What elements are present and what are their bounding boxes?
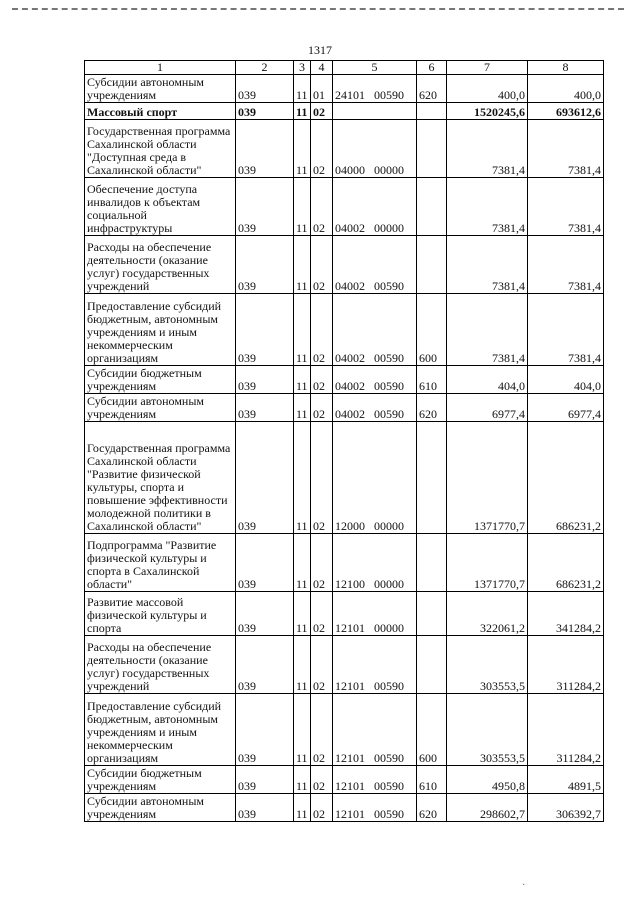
row-csr-cell: 12101 00000 — [333, 592, 417, 636]
row-rz-cell: 11 — [294, 178, 311, 236]
header-cell: 3 — [294, 61, 311, 75]
row-ved-cell: 039 — [236, 794, 294, 822]
row-vr-cell: 600 — [417, 694, 447, 766]
row-value-2024-cell: 303553,5 — [447, 694, 528, 766]
row-value-2024-cell: 7381,4 — [447, 236, 528, 294]
row-value-2025-cell: 404,0 — [528, 366, 604, 394]
row-csr-cell: 12000 00000 — [333, 422, 417, 534]
row-ved-cell: 039 — [236, 236, 294, 294]
row-value-2024-cell: 400,0 — [447, 75, 528, 103]
row-value-2024-cell: 404,0 — [447, 366, 528, 394]
table-row — [85, 75, 604, 103]
row-value-2025-cell: 7381,4 — [528, 236, 604, 294]
row-ved-cell: 039 — [236, 694, 294, 766]
row-name-cell: Субсидии бюджетным учреждениям — [85, 766, 236, 794]
table-row — [85, 636, 604, 694]
row-name-cell: Предоставление субсидий бюджетным, автономным учреждениям и иным некоммерческим организациям — [85, 294, 236, 366]
scan-top-edge — [12, 8, 624, 10]
row-ved-cell: 039 — [236, 366, 294, 394]
row-rz-cell: 11 — [294, 636, 311, 694]
row-vr-cell: 620 — [417, 794, 447, 822]
row-vr-cell: 610 — [417, 766, 447, 794]
row-ved-cell: 039 — [236, 178, 294, 236]
row-rz-cell: 11 — [294, 422, 311, 534]
row-pr-cell: 02 — [311, 636, 333, 694]
row-ved-cell: 039 — [236, 592, 294, 636]
row-rz-cell: 11 — [294, 694, 311, 766]
row-value-2025-cell: 4891,5 — [528, 766, 604, 794]
row-csr-cell: 04002 00000 — [333, 178, 417, 236]
row-value-2025-cell: 686231,2 — [528, 422, 604, 534]
row-value-2025-cell: 7381,4 — [528, 294, 604, 366]
row-csr-cell: 12100 00000 — [333, 534, 417, 592]
row-value-2025-cell: 7381,4 — [528, 120, 604, 178]
row-value-2025-cell: 306392,7 — [528, 794, 604, 822]
row-pr-cell: 02 — [311, 236, 333, 294]
row-name-cell: Массовый спорт — [85, 103, 236, 120]
row-vr-cell: 620 — [417, 75, 447, 103]
table-row — [85, 794, 604, 822]
row-pr-cell: 02 — [311, 103, 333, 120]
table-row — [85, 120, 604, 178]
row-name-cell: Субсидии автономным учреждениям — [85, 394, 236, 422]
row-vr-cell — [417, 636, 447, 694]
table-row — [85, 422, 604, 534]
row-value-2025-cell: 311284,2 — [528, 694, 604, 766]
header-cell: 6 — [417, 61, 447, 75]
row-rz-cell: 11 — [294, 794, 311, 822]
header-row — [85, 61, 604, 75]
row-name-cell: Обеспечение доступа инвалидов к объектам социальной инфраструктуры — [85, 178, 236, 236]
row-vr-cell — [417, 178, 447, 236]
row-name-cell: Подпрограмма "Развитие физической культуры и спорта в Сахалинской области" — [85, 534, 236, 592]
row-vr-cell — [417, 120, 447, 178]
table-row — [85, 366, 604, 394]
row-vr-cell — [417, 103, 447, 120]
row-csr-cell: 04002 00590 — [333, 236, 417, 294]
row-csr-cell: 04002 00590 — [333, 366, 417, 394]
row-pr-cell: 02 — [311, 294, 333, 366]
row-value-2025-cell: 6977,4 — [528, 394, 604, 422]
row-rz-cell: 11 — [294, 103, 311, 120]
row-vr-cell: 600 — [417, 294, 447, 366]
header-cell: 5 — [333, 61, 417, 75]
row-ved-cell: 039 — [236, 636, 294, 694]
row-value-2024-cell: 7381,4 — [447, 120, 528, 178]
table-row — [85, 534, 604, 592]
row-value-2024-cell: 298602,7 — [447, 794, 528, 822]
row-name-cell: Субсидии автономным учреждениям — [85, 75, 236, 103]
header-cell: 4 — [311, 61, 333, 75]
row-name-cell: Предоставление субсидий бюджетным, автономным учреждениям и иным некоммерческим организациям — [85, 694, 236, 766]
row-pr-cell: 02 — [311, 534, 333, 592]
row-csr-cell: 04002 00590 — [333, 294, 417, 366]
row-csr-cell — [333, 103, 417, 120]
row-ved-cell: 039 — [236, 766, 294, 794]
row-pr-cell: 02 — [311, 422, 333, 534]
row-ved-cell: 039 — [236, 294, 294, 366]
row-name-cell: Расходы на обеспечение деятельности (оказание услуг) государственных учреждений — [85, 636, 236, 694]
row-vr-cell — [417, 534, 447, 592]
row-rz-cell: 11 — [294, 120, 311, 178]
row-ved-cell: 039 — [236, 534, 294, 592]
row-value-2024-cell: 7381,4 — [447, 294, 528, 366]
row-value-2024-cell: 1371770,7 — [447, 534, 528, 592]
row-pr-cell: 02 — [311, 394, 333, 422]
row-value-2025-cell: 311284,2 — [528, 636, 604, 694]
row-name-cell: Расходы на обеспечение деятельности (оказание услуг) государственных учреждений — [85, 236, 236, 294]
row-pr-cell: 02 — [311, 178, 333, 236]
table-row — [85, 103, 604, 120]
row-csr-cell: 04002 00590 — [333, 394, 417, 422]
row-rz-cell: 11 — [294, 236, 311, 294]
row-value-2024-cell: 1371770,7 — [447, 422, 528, 534]
row-vr-cell — [417, 592, 447, 636]
table-row — [85, 694, 604, 766]
table-row — [85, 592, 604, 636]
row-rz-cell: 11 — [294, 592, 311, 636]
row-vr-cell: 610 — [417, 366, 447, 394]
row-value-2025-cell: 341284,2 — [528, 592, 604, 636]
row-name-cell: Государственная программа Сахалинской области "Доступная среда в Сахалинской области" — [85, 120, 236, 178]
row-pr-cell: 02 — [311, 794, 333, 822]
row-vr-cell: 620 — [417, 394, 447, 422]
row-ved-cell: 039 — [236, 75, 294, 103]
row-ved-cell: 039 — [236, 394, 294, 422]
row-pr-cell: 02 — [311, 766, 333, 794]
header-cell: 1 — [85, 61, 236, 75]
row-ved-cell: 039 — [236, 422, 294, 534]
table-row — [85, 236, 604, 294]
row-rz-cell: 11 — [294, 766, 311, 794]
row-rz-cell: 11 — [294, 366, 311, 394]
row-name-cell: Субсидии автономным учреждениям — [85, 794, 236, 822]
row-ved-cell: 039 — [236, 103, 294, 120]
row-value-2024-cell: 322061,2 — [447, 592, 528, 636]
page-number: 1317 — [308, 43, 332, 57]
row-value-2024-cell: 6977,4 — [447, 394, 528, 422]
row-value-2025-cell: 693612,6 — [528, 103, 604, 120]
table-row — [85, 294, 604, 366]
row-rz-cell: 11 — [294, 394, 311, 422]
row-pr-cell: 02 — [311, 120, 333, 178]
row-pr-cell: 02 — [311, 366, 333, 394]
row-pr-cell: 02 — [311, 592, 333, 636]
row-csr-cell: 12101 00590 — [333, 794, 417, 822]
row-ved-cell: 039 — [236, 120, 294, 178]
row-csr-cell: 12101 00590 — [333, 636, 417, 694]
row-value-2025-cell: 7381,4 — [528, 178, 604, 236]
row-rz-cell: 11 — [294, 294, 311, 366]
row-rz-cell: 11 — [294, 534, 311, 592]
row-vr-cell — [417, 236, 447, 294]
row-name-cell: Субсидии бюджетным учреждениям — [85, 366, 236, 394]
row-value-2024-cell: 303553,5 — [447, 636, 528, 694]
row-csr-cell: 12101 00590 — [333, 694, 417, 766]
row-rz-cell: 11 — [294, 75, 311, 103]
row-csr-cell: 04000 00000 — [333, 120, 417, 178]
row-pr-cell: 02 — [311, 694, 333, 766]
row-value-2024-cell: 7381,4 — [447, 178, 528, 236]
header-cell: 7 — [447, 61, 528, 75]
row-csr-cell: 12101 00590 — [333, 766, 417, 794]
scan-dot-mark: · — [522, 880, 526, 891]
row-value-2024-cell: 4950,8 — [447, 766, 528, 794]
table-row — [85, 766, 604, 794]
header-cell: 8 — [528, 61, 604, 75]
row-pr-cell: 01 — [311, 75, 333, 103]
row-csr-cell: 24101 00590 — [333, 75, 417, 103]
row-value-2025-cell: 686231,2 — [528, 534, 604, 592]
row-value-2024-cell: 1520245,6 — [447, 103, 528, 120]
table-row — [85, 178, 604, 236]
row-name-cell: Развитие массовой физической культуры и спорта — [85, 592, 236, 636]
row-vr-cell — [417, 422, 447, 534]
budget-table — [84, 60, 604, 822]
row-name-cell: Государственная программа Сахалинской области "Развитие физической культуры, спорта и повышение эффективности молодежной политики в Сахалинской области" — [85, 422, 236, 534]
row-value-2025-cell: 400,0 — [528, 75, 604, 103]
table-row — [85, 394, 604, 422]
header-cell: 2 — [236, 61, 294, 75]
